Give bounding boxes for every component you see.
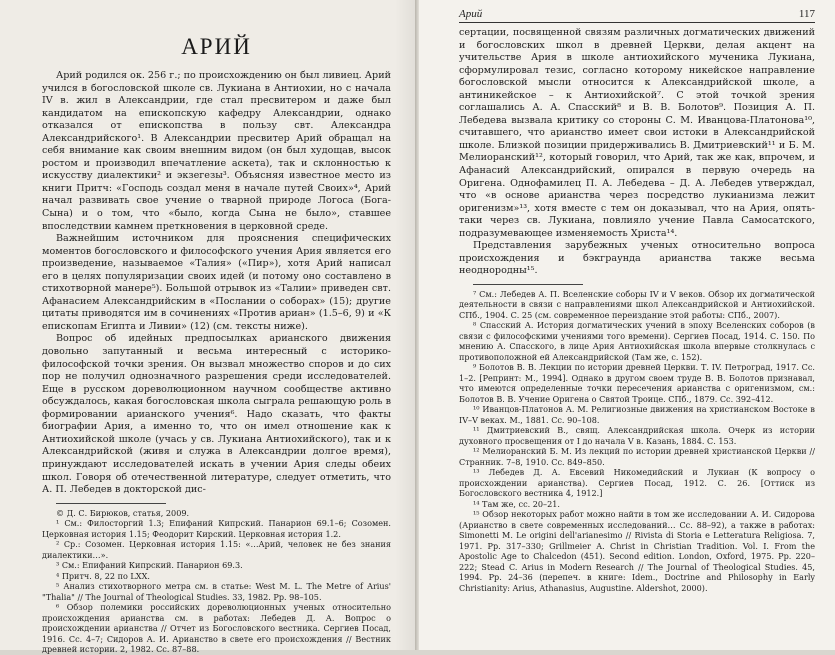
left-body-text xyxy=(42,70,391,497)
footnote: ³ См.: Епифаний Кипрский. Панарион 69.3. xyxy=(56,560,243,571)
left-paragraph: Арий родился ок. 256 г.; по происхождению он был ливиец. Арий учился в богословской школе св. Лукиана в Антиохии, но с начала IV в. жил в Александрии, где стал пресвитером и даже был кандидатом на епископскую кафедру Александрии, однако отказался от епископства в пользу свт. Александра Александрийского¹. В Александрии пресвитер Арий обращал на себя внимание как своим внешним видом (он был худощав, высок ростом и производил впечатление аскета), так и склонностью к искусству диалектики² и экзегезы³. Объясняя известное место из книги Притч: «Господь создал меня в начале путей Своих»⁴, Арий начал развивать свое учение о тварной природе Логоса (Бога-Сына) и о том, что «было, когда Сына не было», ставшее впоследствии камнем преткновения в церковной среде. xyxy=(42,70,391,232)
page-shadow xyxy=(395,0,415,650)
footnote: ⁶ Обзор полемики российских дореволюционных ученых относительно происхождения арианства см. в работах: Лебедев Д. А. Вопрос о происхождении арианства // Отчет из Богословского вестника. Сергиев Посад, 1916. Сс. 4–7; Сидоров А. И. Арианство в свете его происхождения // Вестник древней истории. 2, 1982. Сс. 87–88. xyxy=(42,602,391,655)
right-paragraph: сертации, посвященной связям различных догматических движений и богословских школ в древней Церкви, делая акцент на учительстве Ария в школе антиохийского мученика Лукиана, сформулировал тезис, согласно которому никейское направление богословской мысли относится к Александрийской школе, а антиникейское – к Антиохийской⁷. С этой точкой зрения соглашались А. А. Спасский⁸ и В. В. Болотов⁹. Позиция А. П. Лебедева вызвала критику со стороны С. М. Иванцова-Платонова¹⁰, считавшего, что арианство имеет свои истоки в Александрийской школе. Близкой позиции придерживались В. Дмитриевский¹¹ и Б. М. Мелиоранский¹², который говорил, что Арий, так же как, впрочем, и Афанасий Александрийский, опирался в первую очередь на Оригена. Однофамилец П. А. Лебедева – Д. А. Лебедев утверждал, что «в основе арианства через посредство лукианизма лежит оригенизм»¹³, хотя вместе с тем он доказывал, что на Ария, опять-таки через св. Лукиана, повлияло учение Павла Самосатского, подразумевающее изменяемость Христа¹⁴. xyxy=(459,27,815,239)
footnote: ⁴ Притч. 8, 22 по LXX. xyxy=(56,570,150,581)
left-paragraph: Важнейшим источником для прояснения специфических моментов богословского и философского учения Ария является его произведение, называемое «Талия» («Пир»), хотя Арий написал его в целях популяризации своих идей (и потому оно составлено в стихотворной манере⁵). Большой отрывок из «Талии» приведен свт. Афанасием Александрийским в «Послании о соборах» (15); другие цитаты приводятся им в сочинениях «Против ариан» (1.5–6, 9) и «К епископам Египта и Ливии» (12) (см. тексты ниже). xyxy=(42,233,391,332)
footnote: ¹³ Лебедев Д. А. Евсевий Никомедийский и Лукиан (К вопросу о происхождении арианства). Сергиев Посад, 1912. С. 26. [Оттиск из Богословского вестника 4, 1912.] xyxy=(459,467,815,499)
footnote-rule xyxy=(473,284,583,285)
left-page xyxy=(0,0,415,655)
footnote: ¹² Мелиоранский Б. М. Из лекций по истории древней христианской Церкви // Странник. 7–8, 1910. Сс. 849–850. xyxy=(459,446,815,467)
footnote: ² Ср.: Созомен. Церковная история 1.15: «…Арий, человек не без знания диалектики…». xyxy=(42,539,391,560)
running-head-title: Арий xyxy=(459,8,483,20)
footnote: ¹¹ Дмитриевский В., свящ. Александрийская школа. Очерк из истории духовного просвещения от I до начала V в. Казань, 1884. С. 153. xyxy=(459,425,815,446)
chapter-title: АРИЙ xyxy=(181,34,252,59)
left-paragraph: Вопрос об идейных предпосылках арианского движения довольно запутанный и весьма интересный с историко-философской точки зрения. Он вызвал множество споров и до сих пор не получил однозначного разрешения среди исследователей. Еще в русском дореволюционном научном сообществе активно обсуждалось, какая богословская школа сыграла решающую роль в формировании арианского учения⁶. Надо сказать, что факты биографии Ария, а именно то, что он имел отношение как к Антиохийской школе (учась у св. Лукиана Антиохийского), так и к Александрийской (живя и служа в Александрии долгое время), принуждают исследователей искать в учении Ария следы обеих школ. Говоря об отечественной литературе, следует отметить, что А. П. Лебедев в докторской дис- xyxy=(42,333,391,496)
right-paragraph: Представления зарубежных ученых относительно вопроса происхождения и бэкграунда арианства также весьма неоднородны¹⁵. xyxy=(459,240,815,277)
left-footnotes xyxy=(42,503,391,655)
right-footnotes xyxy=(459,284,815,594)
footnote-rule xyxy=(56,503,166,504)
footnote: ⁸ Спасский А. История догматических учений в эпоху Вселенских соборов (в связи с философскими учениями того времени). Сергиев Посад, 1914. С. 150. По мнению А. Спасского, в лице Ария Антиохийская школа впервые столкнулась с противоположной ей Александрийской (Там же, с. 152). xyxy=(459,320,815,362)
copyright-note: © Д. С. Бирюков, статья, 2009. xyxy=(56,507,190,518)
footnote: ¹⁴ Там же, сс. 20–21. xyxy=(473,498,560,509)
right-page xyxy=(419,0,835,650)
right-body-text xyxy=(459,27,815,278)
footnote: ⁹ Болотов В. В. Лекции по истории древней Церкви. Т. IV. Петроград, 1917. Сс. 1–2. [Репринт: М., 1994]. Однако в другом своем труде В. В. Болотов признавал, что имеются определенные точки пересечения арианства с оригенизмом, см.: Болотов В. В. Учение Оригена о Святой Троице. СПб., 1879. Сс. 392–412. xyxy=(459,362,815,404)
footnote: ⁵ Анализ стихотворного метра см. в статье: West M. L. The Metre of Arius' "Thalia" // The Journal of Theological Studies. 33, 1982. Pp. 98–105. xyxy=(42,581,391,602)
footnote: ¹⁰ Иванцов-Платонов А. М. Религиозные движения на христианском Востоке в IV–V веках. М., 1881. Сс. 90–108. xyxy=(459,404,815,425)
footnote: ¹⁵ Обзор некоторых работ можно найти в том же исследовании А. И. Сидорова (Арианство в свете современных исследований… Сс. 88–92), а также в работах: Simonetti M. Le origini dell'arianesimo // Rivista di Storia e Letteratura Religiosa. 7, 1971. Pp. 317–330; Grillmeier A. Christ in Christian Tradition. Vol. I. From the Apostolic Age to Chalcedon (451). Second edition. London, Oxford, 1975. Pp. 220–222; Stead C. Arius in Modern Research // The Journal of Theological Studies. 45, 1994. Pp. 24–36 (перепеч. в книге: Idem., Doctrine and Philosophy in Early Christianity: Arius, Athanasius, Augustine. Aldershot, 2000). xyxy=(459,509,815,593)
running-head xyxy=(459,8,815,23)
footnote: ¹ См.: Филосторгий 1.3; Епифаний Кипрский. Панарион 69.1–6; Созомен. Церковная история 1.15; Феодорит Кирский. Церковная история 1.2. xyxy=(42,518,391,539)
page-number: 117 xyxy=(798,8,815,20)
footnote: ⁷ См.: Лебедев А. П. Вселенские соборы IV и V веков. Обзор их догматической деятельности в связи с направлениями школ Александрийской и Антиохийской. СПб., 1904. С. 25 (см. современное переиздание этой работы: СПб., 2007). xyxy=(459,288,815,320)
